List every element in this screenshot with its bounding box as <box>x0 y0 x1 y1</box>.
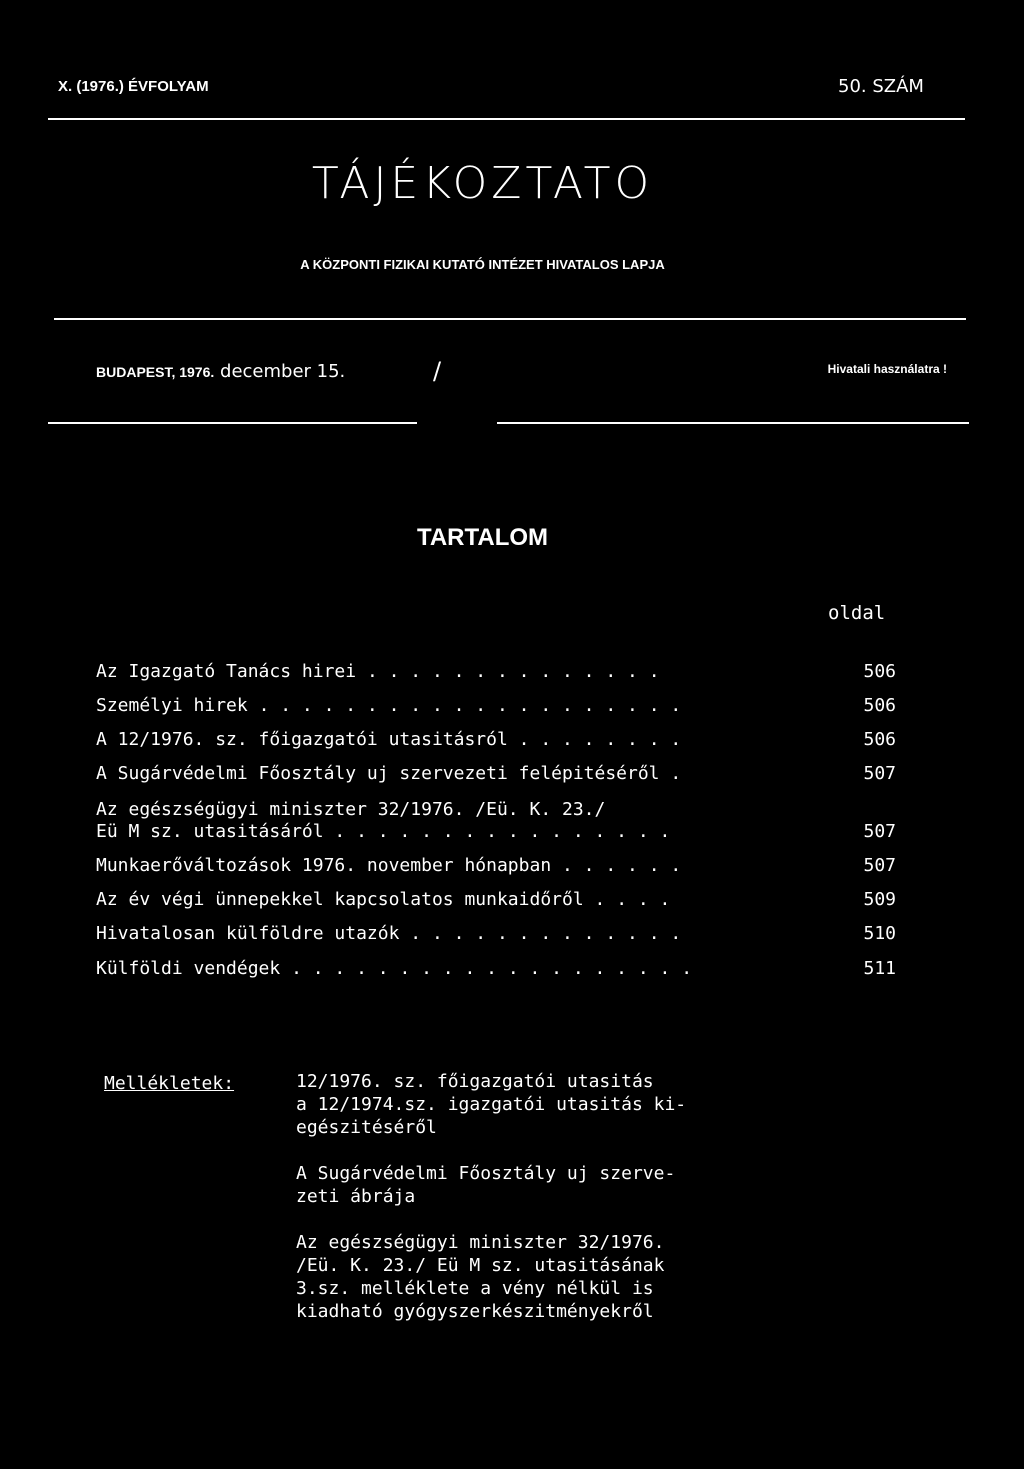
dateline-separator: / <box>433 357 442 385</box>
toc-entry-title: Az Igazgató Tanács hirei <box>96 661 357 682</box>
toc-entry-title: Személyi hirek <box>96 695 248 716</box>
toc-leader: . . . . . . . . <box>518 729 682 750</box>
dateline <box>96 361 345 382</box>
toc-leader: . . . . . . . . . . . . . <box>410 923 682 944</box>
toc-entry-title: Eü M sz. utasitásáról <box>96 821 324 842</box>
page-column-label: oldal <box>828 602 886 624</box>
attachment-item: 12/1976. sz. főigazgatói utasitás a 12/1974.sz. igazgatói utasitás ki- egészitéséről <box>296 1071 687 1138</box>
attachment-item: Az egészségügyi miniszter 32/1976. /Eü. K. 23./ Eü M sz. utasitásának 3.sz. melléklete a vény nélkül is kiadható gyógyszerkészitményekről <box>296 1232 665 1322</box>
toc-entry-title: Külföldi vendégek <box>96 958 281 979</box>
masthead-rule <box>48 118 965 120</box>
toc-entry-title: Hivatalosan külföldre utazók <box>96 923 400 944</box>
toc-entry-page: 506 <box>863 695 896 716</box>
toc-entry <box>96 923 896 945</box>
toc-leader: . . . . . . . . . . . . . . . . . . . . <box>258 695 682 716</box>
toc-entry-page: 506 <box>863 729 896 750</box>
toc-entry <box>96 855 896 877</box>
attachment-item: A Sugárvédelmi Főosztály uj szerve- zeti ábrája <box>296 1163 676 1207</box>
toc-entry <box>96 821 896 843</box>
toc-entry-page: 510 <box>863 923 896 944</box>
toc-entry <box>96 799 896 821</box>
toc-leader: . . . . <box>594 889 671 910</box>
toc-heading: TARTALOM <box>416 524 549 551</box>
publication-title: TÁJÉKOZTATO <box>311 158 654 209</box>
dateline-date: december 15. <box>220 361 346 382</box>
toc-entry-title: Az év végi ünnepekkel kapcsolatos munkaidőről <box>96 889 584 910</box>
toc-leader: . <box>670 763 682 784</box>
toc-entry <box>96 958 896 980</box>
toc-entry <box>96 889 896 911</box>
toc-leader: . . . . . . <box>562 855 682 876</box>
publication-subtitle: A KÖZPONTI FIZIKAI KUTATÓ INTÉZET HIVATALOS LAPJA <box>300 257 665 272</box>
dateline-place: BUDAPEST, 1976. <box>96 364 215 380</box>
toc-entry-page: 507 <box>863 821 896 842</box>
toc-entry-title: A Sugárvédelmi Főosztály uj szervezeti felépitéséről <box>96 763 660 784</box>
toc-entry-page: 507 <box>863 763 896 784</box>
toc-entry-title: Az egészségügyi miniszter 32/1976. /Eü. K. 23./ <box>96 799 606 820</box>
toc-entry <box>96 661 896 683</box>
volume-label: X. (1976.) ÉVFOLYAM <box>58 78 209 95</box>
toc-leader: . . . . . . . . . . . . . . . . <box>334 821 671 842</box>
toc-entry-title: Munkaerőváltozások 1976. november hónapban <box>96 855 552 876</box>
toc-entry <box>96 729 896 751</box>
toc-entry <box>96 763 896 785</box>
dateline-rule-left <box>48 422 417 424</box>
dateline-rule-right <box>497 422 969 424</box>
issue-label: 50. SZÁM <box>838 76 924 97</box>
toc-entry-page: 506 <box>863 661 896 682</box>
attachments-label: Mellékletek: <box>104 1073 235 1094</box>
toc-leader: . . . . . . . . . . . . . . . . . . . <box>291 958 693 979</box>
official-use-notice: Hivatali használatra ! <box>827 362 947 376</box>
toc-entry-page: 509 <box>863 889 896 910</box>
toc-entry-title: A 12/1976. sz. főigazgatói utasitásról <box>96 729 508 750</box>
issue-number <box>838 76 924 97</box>
toc-entry-page: 511 <box>863 958 896 979</box>
toc-entry <box>96 695 896 717</box>
toc-leader: . . . . . . . . . . . . . . <box>366 661 660 682</box>
subtitle-rule <box>54 318 966 320</box>
toc-entry-page: 507 <box>863 855 896 876</box>
attachments-list <box>296 1070 786 1346</box>
